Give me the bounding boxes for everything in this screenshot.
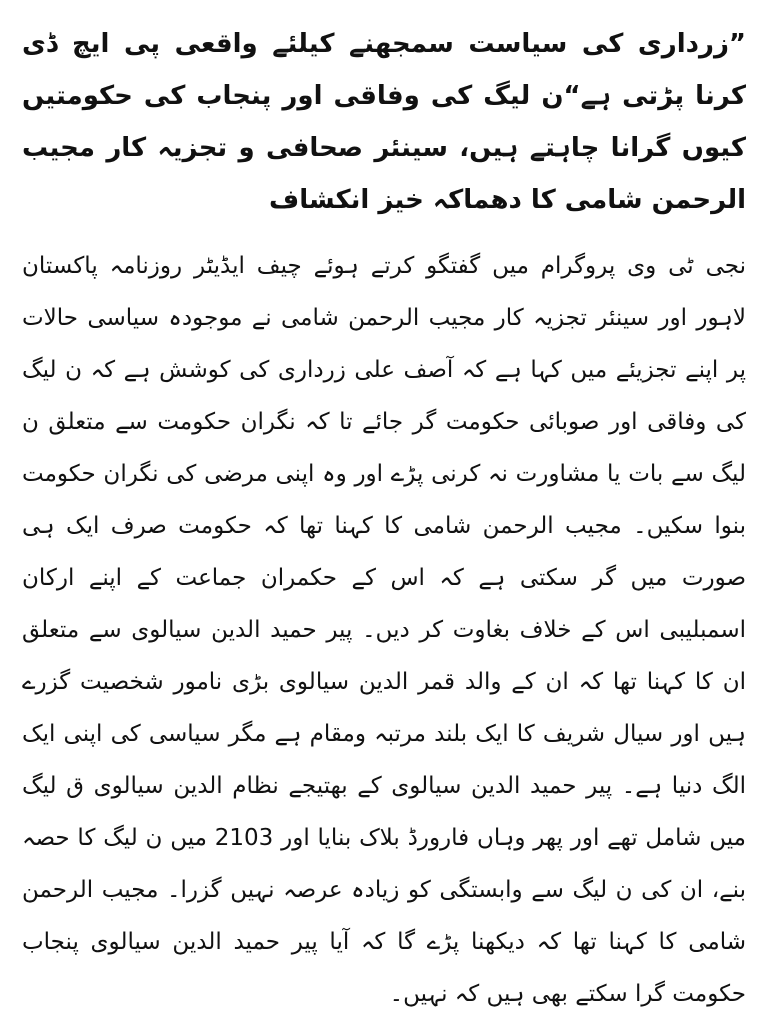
article-body: نجی ٹی وی پروگرام میں گفتگو کرتے ہوئے چیف ایڈیٹر روزنامہ پاکستان لاہور اور سینئر تجزیہ کار مجیب الرحمن شامی نے موجودہ سیاسی حالات پر اپنے تجزیئے میں کہا ہے کہ آصف علی زرداری کی کوشش ہے کہ ن لیگ کی وفاقی اور صوبائی حکومت گر جائے تا کہ نگران حکومت سے متعلق ن لیگ سے بات یا مشاورت نہ کرنی پڑے اور وہ اپنی مرضی کی نگران حکومت بنوا سکیں۔ مجیب الرحمن شامی کا کہنا تھا کہ حکومت صرف ایک ہی صورت میں گر سکتی ہے کہ اس کے حکمران جماعت کے اپنے ارکان اسمبلیبی اس کے خلاف بغاوت کر دیں۔ پیر حمید الدین سیالوی سے متعلق ان کا کہنا تھا کہ ان کے والد قمر الدین سیالوی بڑی نامور شخصیت گزرے ہیں اور سیال شریف کا ایک بلند مرتبہ ومقام ہے مگر سیاسی کی اپنی ایک الگ دنیا ہے۔ پیر حمید الدین سیالوی کے بھتیجے نظام الدین سیالوی ق لیگ میں شامل تھے اور پھر وہاں فارورڈ بلاک بنایا اور 2103 میں ن لیگ کا حصہ بنے، ان کی ن لیگ سے وابستگی کو زیادہ عرصہ نہیں گزرا۔ مجیب الرحمن شامی کا کہنا تھا کہ دیکھنا پڑے گا کہ آیا پیر حمید الدین سیالوی پنجاب حکومت گرا سکتے بھی ہیں کہ نہیں۔ (22, 253, 746, 1007)
news-article (22, 18, 746, 1020)
article-headline: ”زرداری کی سیاست سمجھنے کیلئے واقعی پی ایچ ڈی کرنا پڑتی ہے“ن لیگ کی وفاقی اور پنجاب کی حکومتیں کیوں گرانا چاہتے ہیں، سینئر صحافی و تجزیہ کار مجیب الرحمن شامی کا دھماکہ خیز انکشاف (22, 29, 746, 215)
